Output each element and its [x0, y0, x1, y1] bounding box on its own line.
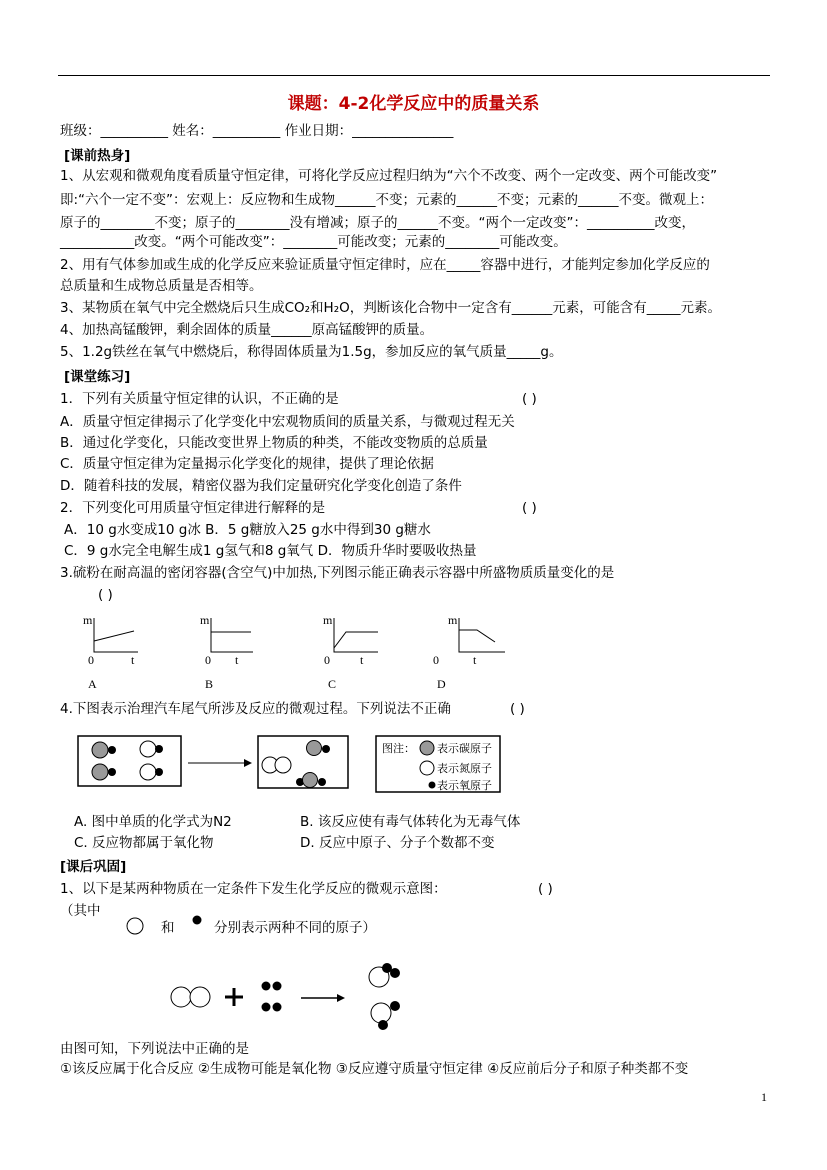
black-atom [378, 1020, 388, 1030]
option-d: D．随着科技的发展，精密仪器为我们定量研究化学变化创造了条件 [60, 478, 462, 494]
answer-paren: ( ) [98, 587, 113, 603]
header-rule [58, 75, 770, 76]
axes [459, 618, 505, 652]
options-row: A．10 g水变成10 g冰 B．5 g糖放入25 g水中得到30 g糖水 [64, 522, 431, 538]
graph-d [433, 608, 513, 691]
graph-curve [94, 631, 134, 641]
origin-label: 0 [205, 653, 211, 667]
warmup-line: 5、1.2g铁丝在氧气中燃烧后，称得固体质量为1.5g，参加反应的氧气质量_____g。 [60, 344, 563, 360]
black-atom-icon [190, 914, 204, 928]
legend-carbon: 表示碳原子 [437, 742, 492, 755]
oxygen-atom [155, 768, 163, 776]
nitrogen-atom [275, 757, 291, 773]
warmup-line: 4、加热高锰酸钾，剩余固体的质量______原高锰酸钾的质量。 [60, 322, 434, 338]
x-axis-label: t [473, 653, 477, 667]
carbon-legend-icon [420, 741, 434, 755]
answer-paren: ( ) [522, 391, 537, 407]
note-and: 和 [161, 920, 175, 936]
arrow-head [337, 994, 345, 1002]
graph-letter: B [205, 677, 214, 691]
x-axis-label: t [360, 653, 364, 667]
student-info-line: 班级：__________ 姓名：__________ 作业日期：_______________ [60, 123, 454, 139]
carbon-atom [92, 764, 108, 780]
graph-a [78, 608, 148, 691]
oxygen-atom [322, 745, 330, 753]
y-axis-label: m [83, 613, 93, 627]
option-a: A．质量守恒定律揭示了化学变化中宏观物质间的质量关系，与微观过程无关 [60, 414, 515, 430]
graph-letter: A [88, 677, 97, 691]
carbon-atom [303, 773, 318, 788]
reaction-diagram-combination [165, 955, 425, 1035]
legend-nitrogen: 表示氮原子 [437, 762, 492, 775]
white-atom-icon [125, 916, 145, 936]
warmup-line: 2、用有气体参加或生成的化学反应来验证质量守恒定律时，应在_____容器中进行，才能判定参加化学反应的 [60, 257, 710, 273]
reaction-diagram-exhaust [78, 736, 518, 796]
origin-label: 0 [433, 653, 439, 667]
option-b: B. 该反应使有毒气体转化为无毒气体 [300, 814, 521, 830]
black-atom [262, 1003, 271, 1012]
axes [334, 618, 378, 652]
section-heading-review: [课后巩固] [60, 859, 127, 875]
warmup-line: 3、某物质在氧气中完全燃烧后只生成CO₂和H₂O，判断该化合物中一定含有______元素，可能含有_____元素。 [60, 300, 721, 316]
black-atom [390, 968, 400, 978]
option-d: D. 反应中原子、分子个数都不变 [300, 835, 495, 851]
oxygen-atom [108, 768, 116, 776]
graph-curve [334, 632, 378, 648]
origin-label: 0 [88, 653, 94, 667]
options-row: C．9 g水完全电解生成1 g氢气和8 g氧气 D．物质升华时要吸收热量 [64, 543, 477, 559]
option-a: A. 图中单质的化学式为N2 [74, 814, 232, 830]
oxygen-atom [108, 746, 116, 754]
black-atom [273, 982, 282, 991]
origin-label: 0 [324, 653, 330, 667]
x-axis-label: t [131, 653, 135, 667]
nitrogen-atom [140, 764, 156, 780]
white-atom [171, 987, 191, 1007]
warmup-line: 原子的________不变；原子的________没有增减；原子的______不变。“两个一定改变”：__________改变， [60, 215, 695, 231]
black-atom [273, 1003, 282, 1012]
y-axis-label: m [200, 613, 210, 627]
warmup-line: ___________改变。“两个可能改变”：________可能改变；元素的________可能改变。 [60, 234, 567, 250]
graph-c [318, 608, 388, 691]
legend-title: 图注： [382, 742, 415, 755]
black-atom [390, 1001, 400, 1011]
graph-letter: C [328, 677, 337, 691]
warmup-line: 总质量和生成物总质量是否相等。 [60, 278, 263, 294]
carbon-atom [307, 741, 322, 756]
page-title: 课题：4-2化学反应中的质量关系 [287, 94, 540, 114]
question-stem: 1．下列有关质量守恒定律的认识，不正确的是 [60, 391, 339, 407]
oxygen-atom [318, 778, 326, 786]
note-rest: 分别表示两种不同的原子） [214, 920, 376, 936]
black-atom [262, 982, 271, 991]
question-stem: 3.硫粉在耐高温的密闭容器(含空气)中加热,下列图示能正确表示容器中所盛物质质量变化的是 [60, 565, 615, 581]
y-axis-label: m [448, 613, 458, 627]
choices-line: ①该反应属于化合反应 ②生成物可能是氧化物 ③反应遵守质量守恒定律 ④反应前后分子和原子种类都不变 [60, 1061, 689, 1077]
warmup-line: 即:“六个一定不变”：宏观上：反应物和生成物______不变；元素的______不变；元素的______不变。微观上： [60, 192, 714, 208]
option-c: C. 反应物都属于氧化物 [74, 835, 214, 851]
oxygen-atom [155, 745, 163, 753]
y-axis-label: m [323, 613, 333, 627]
warmup-line: 1、从宏观和微观角度看质量守恒定律，可将化学反应过程归纳为“六个不改变、两个一定改变、两个可能改变” [60, 168, 718, 184]
option-b: B．通过化学变化，只能改变世界上物质的种类，不能改变物质的总质量 [60, 435, 488, 451]
note-open: （其中 [60, 903, 101, 919]
section-heading-warmup: [课前热身] [64, 148, 131, 164]
x-axis-label: t [235, 653, 239, 667]
option-c: C．质量守恒定律为定量揭示化学变化的规律，提供了理论依据 [60, 456, 434, 472]
question-stem: 2．下列变化可用质量守恒定律进行解释的是 [60, 500, 326, 516]
conclusion-line: 由图可知，下列说法中正确的是 [60, 1041, 249, 1057]
graph-curve [459, 630, 495, 642]
white-atom [371, 1003, 391, 1023]
reactants-box [78, 736, 181, 786]
arrow-head [244, 759, 252, 767]
graph-b [195, 608, 265, 691]
legend-oxygen: 表示氧原子 [437, 779, 492, 792]
section-heading-classwork: [课堂练习] [64, 369, 131, 385]
oxygen-legend-icon [429, 782, 436, 789]
axes [211, 618, 253, 652]
answer-paren: ( ) [522, 500, 537, 516]
nitrogen-atom [140, 741, 156, 757]
answer-paren: ( ) [538, 881, 553, 897]
answer-paren: ( ) [510, 701, 525, 717]
page-number: 1 [761, 1090, 767, 1104]
white-atom [190, 987, 210, 1007]
carbon-atom [92, 742, 108, 758]
graph-letter: D [437, 677, 446, 691]
nitrogen-legend-icon [420, 761, 434, 775]
question-stem: 1、以下是某两种物质在一定条件下发生化学反应的微观示意图： [60, 881, 447, 897]
question-stem: 4.下图表示治理汽车尾气所涉及反应的微观过程。下列说法不正确 [60, 701, 451, 717]
